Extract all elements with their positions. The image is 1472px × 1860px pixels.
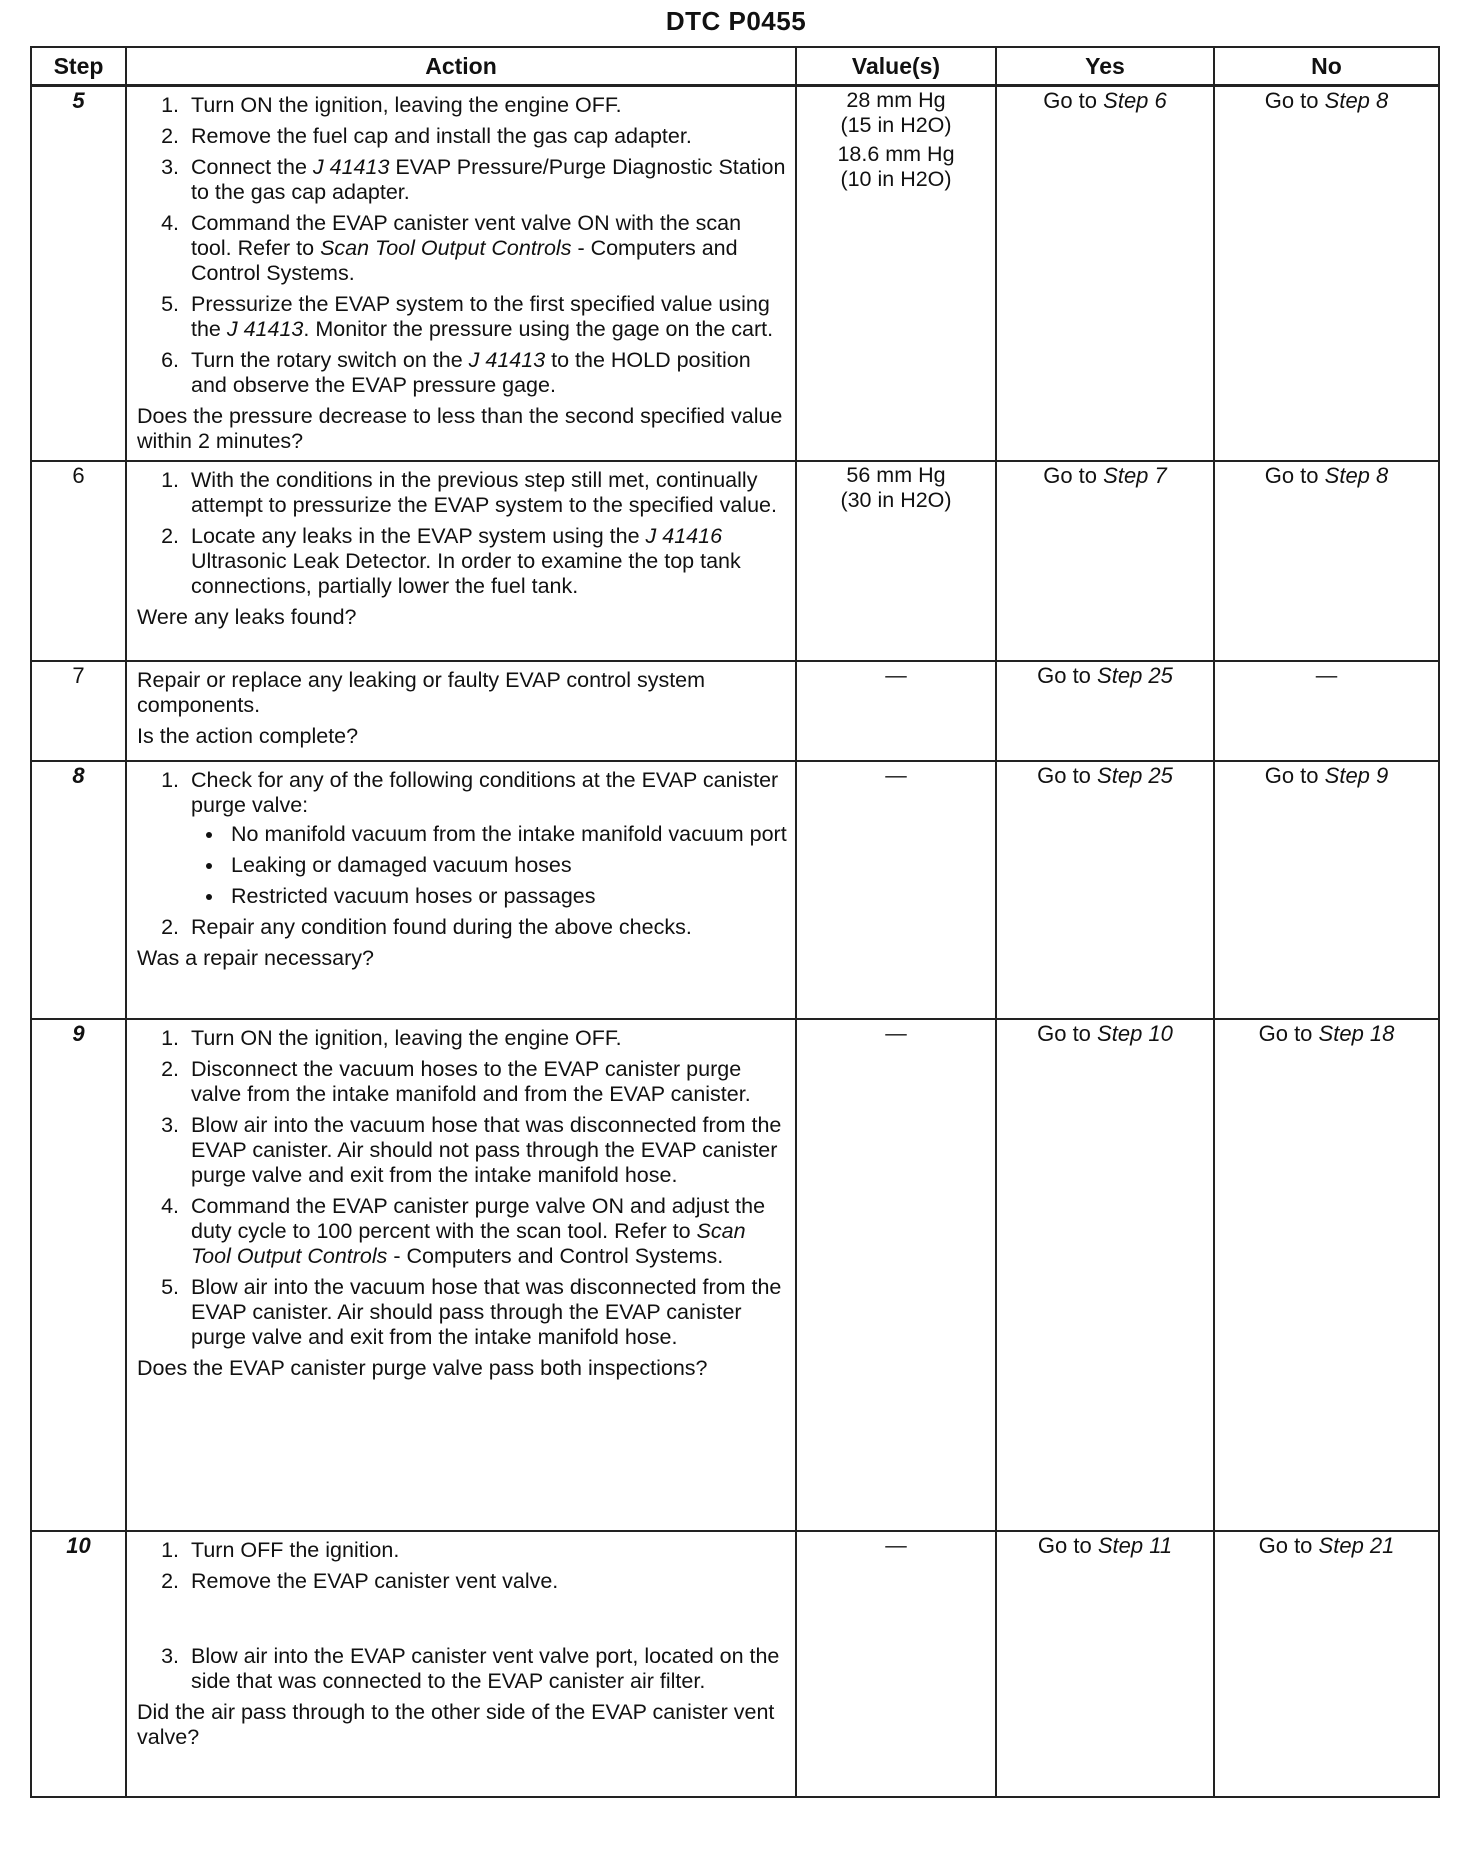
yes-cell: Go to Step 6 (996, 86, 1214, 462)
values-cell: — (796, 661, 996, 761)
header-action: Action (126, 47, 796, 86)
yes-target: Step 6 (1103, 88, 1167, 113)
values-cell: — (796, 1531, 996, 1797)
table-row-step-8 (31, 761, 1439, 1019)
table-row-step-5 (31, 86, 1439, 462)
action-item: 2. Remove the EVAP canister vent valve. (185, 1569, 787, 1638)
step-number: 6 (31, 461, 126, 661)
action-text: Repair or replace any leaking or faulty EVAP control system components. (137, 668, 706, 717)
header-no: No (1214, 47, 1439, 86)
tool-ref: J 41413 (226, 317, 304, 341)
page-title: DTC P0455 (665, 6, 807, 36)
header-step: Step (31, 47, 126, 86)
action-item: 1. Turn ON the ignition, leaving the engine OFF. (185, 93, 787, 118)
action-item: 5. Pressurize the EVAP system to the first specified value using the J 41413. Monitor the pressure using the gage on the cart. (185, 292, 787, 342)
table-row-step-9 (31, 1019, 1439, 1531)
step-number: 7 (31, 661, 126, 761)
table-row-step-7 (31, 661, 1439, 761)
step-question: Was a repair necessary? (137, 946, 374, 970)
action-list (137, 93, 787, 398)
value-line: (10 in H2O) (840, 167, 952, 191)
action-item: 4. Command the EVAP canister purge valve ON and adjust the duty cycle to 100 percent with the scan tool. Refer to Scan Tool Output Controls - Computers and Control Systems. (185, 1194, 787, 1269)
action-item: 1. With the conditions in the previous step still met, continually attempt to pressurize the EVAP system to the specified value. (185, 468, 787, 518)
action-cell (126, 1531, 796, 1797)
action-cell (126, 86, 796, 462)
yes-target: Step 25 (1097, 763, 1173, 788)
value-line: 56 mm Hg (846, 463, 946, 487)
value-line: 28 mm Hg (846, 88, 946, 112)
action-item: 2. Remove the fuel cap and install the gas cap adapter. (185, 124, 787, 149)
condition-item: • No manifold vacuum from the intake manifold vacuum port (225, 822, 787, 847)
step-number: 5 (31, 86, 126, 462)
step-question: Does the EVAP canister purge valve pass both inspections? (137, 1356, 708, 1380)
table-row-step-10 (31, 1531, 1439, 1797)
no-target: Step 8 (1324, 463, 1389, 488)
condition-item: • Restricted vacuum hoses or passages (225, 884, 787, 909)
tool-ref: J 41413 (312, 155, 390, 179)
yes-cell: Go to Step 25 (996, 761, 1214, 1019)
action-item: 3. Connect the J 41413 EVAP Pressure/Purge Diagnostic Station to the gas cap adapter. (185, 155, 787, 205)
action-list (137, 468, 787, 599)
action-cell (126, 1019, 796, 1531)
no-cell: Go to Step 8 (1214, 461, 1439, 661)
step-question: Did the air pass through to the other side of the EVAP canister vent valve? (137, 1700, 775, 1749)
action-item: 5. Blow air into the vacuum hose that was disconnected from the EVAP canister. Air should pass through the EVAP canister purge valve and exit from the intake manifold hose. (185, 1275, 787, 1350)
step-number: 8 (31, 761, 126, 1019)
value-line: 18.6 mm Hg (837, 142, 955, 166)
condition-list (191, 822, 787, 909)
action-item: 4. Command the EVAP canister vent valve ON with the scan tool. Refer to Scan Tool Output Controls - Computers and Control Systems. (185, 211, 787, 286)
yes-target: Step 10 (1097, 1021, 1173, 1046)
step-question: Is the action complete? (137, 724, 359, 748)
no-cell: Go to Step 21 (1214, 1531, 1439, 1797)
action-cell (126, 661, 796, 761)
step-number: 9 (31, 1019, 126, 1531)
no-cell: — (1214, 661, 1439, 761)
step-number: 10 (31, 1531, 126, 1797)
no-target: Step 9 (1324, 763, 1389, 788)
doc-ref: Scan Tool Output Controls (320, 236, 572, 260)
yes-cell: Go to Step 11 (996, 1531, 1214, 1797)
condition-item: • Leaking or damaged vacuum hoses (225, 853, 787, 878)
yes-cell: Go to Step 10 (996, 1019, 1214, 1531)
values-cell: — (796, 761, 996, 1019)
header-yes: Yes (996, 47, 1214, 86)
yes-target: Step 7 (1103, 463, 1167, 488)
yes-target: Step 11 (1097, 1533, 1173, 1558)
yes-target: Step 25 (1097, 663, 1173, 688)
action-item: 2. Locate any leaks in the EVAP system using the J 41416 Ultrasonic Leak Detector. In order to examine the top tank connections, partially lower the fuel tank. (185, 524, 787, 599)
action-item: 1. Turn OFF the ignition. (185, 1538, 787, 1563)
header-values: Value(s) (796, 47, 996, 86)
no-cell: Go to Step 8 (1214, 86, 1439, 462)
action-list (137, 1538, 787, 1694)
action-item: 2. Disconnect the vacuum hoses to the EVAP canister purge valve from the intake manifold and from the EVAP canister. (185, 1057, 787, 1107)
action-item: 1. Turn ON the ignition, leaving the engine OFF. (185, 1026, 787, 1051)
no-target: Step 8 (1324, 88, 1389, 113)
value-line: (30 in H2O) (840, 488, 952, 512)
doc-ref: Scan Tool Output Controls (191, 1219, 746, 1268)
action-list (137, 768, 787, 940)
step-question: Were any leaks found? (137, 605, 357, 629)
action-item: 1. Check for any of the following conditions at the EVAP canister purge valve: • No manifold vacuum from the intake manifold vacuum port • Leaking or damaged vacuum hoses • Restricted vacuum hoses or passages (185, 768, 787, 909)
no-target: Step 21 (1318, 1533, 1395, 1558)
no-cell: Go to Step 9 (1214, 761, 1439, 1019)
no-cell: Go to Step 18 (1214, 1019, 1439, 1531)
action-item: 2. Repair any condition found during the above checks. (185, 915, 787, 940)
table-header-row (31, 47, 1439, 86)
tool-ref: J 41416 (645, 524, 723, 548)
action-item: 3. Blow air into the EVAP canister vent valve port, located on the side that was connected to the EVAP canister air filter. (185, 1644, 787, 1694)
action-cell (126, 461, 796, 661)
yes-cell: Go to Step 25 (996, 661, 1214, 761)
table-row-step-6 (31, 461, 1439, 661)
action-list (137, 1026, 787, 1350)
action-item: 6. Turn the rotary switch on the J 41413 to the HOLD position and observe the EVAP pressure gage. (185, 348, 787, 398)
action-cell (126, 761, 796, 1019)
tool-ref: J 41413 (468, 348, 546, 372)
values-cell: — (796, 1019, 996, 1531)
yes-cell: Go to Step 7 (996, 461, 1214, 661)
values-cell (796, 86, 996, 462)
no-target: Step 18 (1318, 1021, 1395, 1046)
value-line: (15 in H2O) (840, 113, 952, 137)
step-question: Does the pressure decrease to less than the second specified value within 2 minutes? (137, 404, 783, 453)
values-cell (796, 461, 996, 661)
diagnostic-table (30, 46, 1440, 1798)
action-item: 3. Blow air into the vacuum hose that was disconnected from the EVAP canister. Air should not pass through the EVAP canister purge valve and exit from the intake manifold hose. (185, 1113, 787, 1188)
